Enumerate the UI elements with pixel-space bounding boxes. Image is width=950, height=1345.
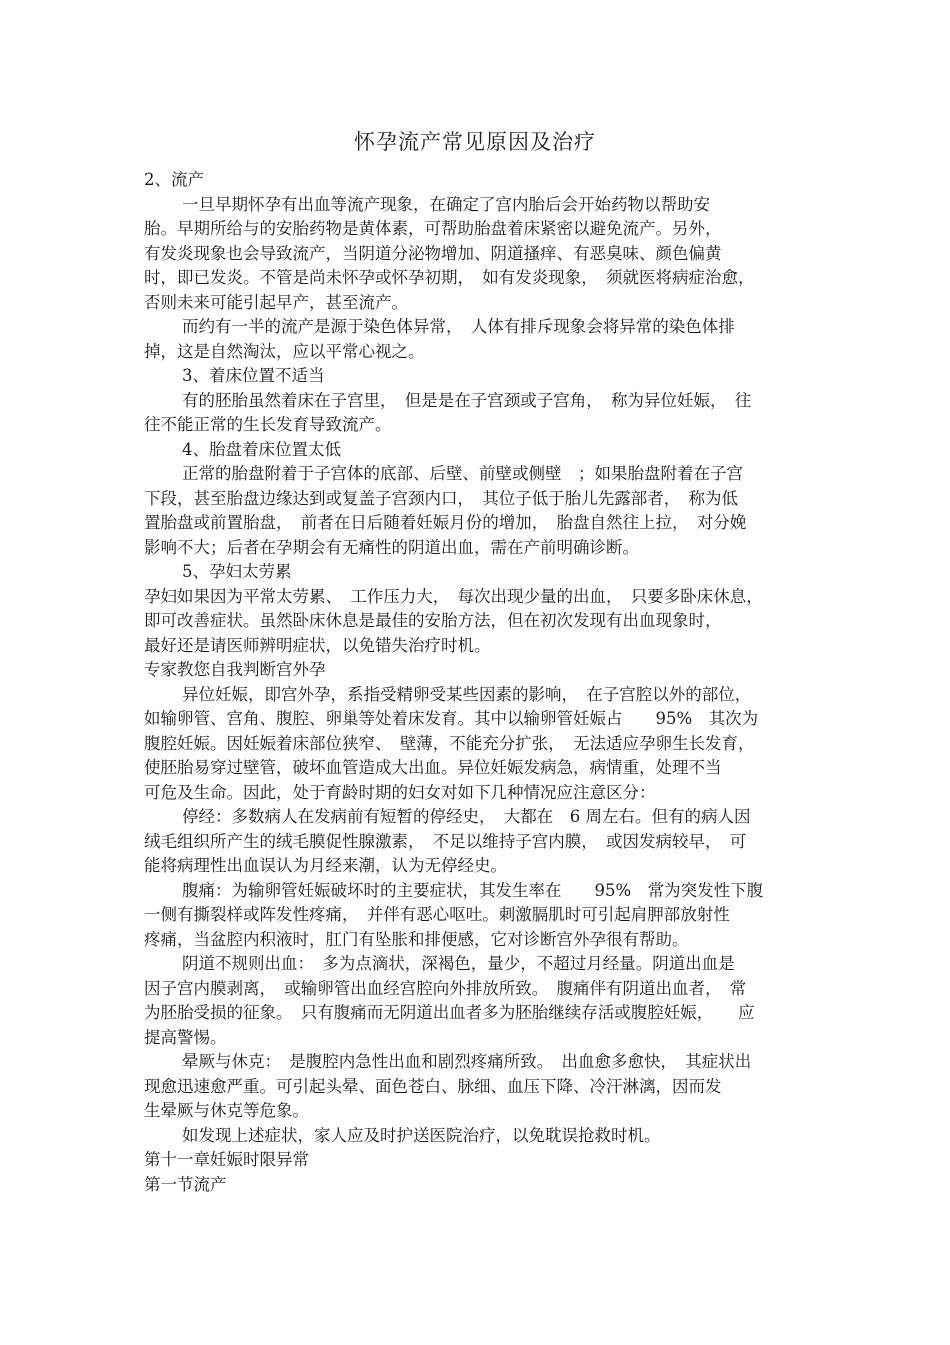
text-line: 提高警惕。 xyxy=(144,1027,227,1047)
text-line: 有发炎现象也会导致流产，当阴道分泌物增加、阴道搔痒、有恶臭味、颜色偏黄 xyxy=(144,243,722,263)
text-line: 一侧有撕裂样或阵发性疼痛， 并伴有恶心呕吐。刺激膈肌时可引起肩胛部放射性 xyxy=(144,905,730,924)
text-line: 腹腔妊娠。因妊娠着床部位狭窄、 壁薄，不能充分扩张， 无法适应孕卵生长发育， xyxy=(144,733,755,753)
document-body xyxy=(144,168,809,1197)
text-line: 晕厥与休克： 是腹腔内急性出血和剧烈疼痛所致。 出血愈多愈快， 其症状出 xyxy=(182,1052,752,1071)
text-line: 3、着床位置不适当 xyxy=(182,366,325,385)
text-line: 绒毛组织所产生的绒毛膜促性腺激素， 不足以维持子宫内膜， 或因发病较早， 可 xyxy=(144,831,747,851)
text-line: 影响不大；后者在孕期会有无痛性的阴道出血，需在产前明确诊断。 xyxy=(144,537,639,557)
document-title: 怀孕流产常见原因及治疗 xyxy=(354,130,596,154)
text-line: 可危及生命。因此，处于育龄时期的妇女对如下几种情况应注意区分： xyxy=(144,782,656,802)
text-line: 有的胚胎虽然着床在子宫里， 但是是在子宫颈或子宫角， 称为异位妊娠， 往 xyxy=(182,390,752,410)
text-line: 正常的胎盘附着于子宫体的底部、后壁、前壁或侧壁 ；如果胎盘附着在子宫 xyxy=(182,464,743,483)
text-line: 置胎盘或前置胎盘， 前者在日后随着妊娠月份的增加， 胎盘自然往上拉， 对分娩 xyxy=(144,513,747,532)
text-line: 第十一章妊娠时限异常 xyxy=(144,1150,309,1169)
text-line: 掉，这是自然淘汰，应以平常心视之。 xyxy=(144,341,425,361)
text-line: 5、孕妇太劳累 xyxy=(182,562,292,581)
text-line: 如发现上述症状，家人应及时护送医院治疗，以免耽误抢救时机。 xyxy=(182,1125,661,1145)
text-line: 时，即已发炎。不管是尚未怀孕或怀孕初期， 如有发炎现象， 须就医将病症治愈， xyxy=(144,268,755,287)
text-line: 停经：多数病人在发病前有短暂的停经史， 大都在 6 周左右。但有的病人因 xyxy=(182,807,751,826)
text-line: 疼痛，当盆腔内积液时，肛门有坠胀和排便感，它对诊断宫外孕很有帮助。 xyxy=(144,929,689,949)
text-line: 一旦早期怀孕有出血等流产现象，在确定了宫内胎后会开始药物以帮助安 xyxy=(182,194,710,214)
text-line: 使胚胎易穿过壁管，破坏血管造成大出血。异位妊娠发病急，病情重，处理不当 xyxy=(144,758,722,777)
text-line: 因子宫内膜剥离， 或输卵管出血经宫腔向外排放所致。 腹痛伴有阴道出血者， 常 xyxy=(144,978,747,998)
text-line: 而约有一半的流产是源于染色体异常， 人体有排斥现象会将异常的染色体排 xyxy=(182,317,735,336)
text-line: 腹痛：为输卵管妊娠破坏时的主要症状，其发生率在 95% 常为突发性下腹 xyxy=(182,880,764,900)
text-line: 能将病理性出血误认为月经来潮，认为无停经史。 xyxy=(144,856,507,875)
text-line: 即可改善症状。虽然卧床休息是最佳的安胎方法，但在初次发现有出血现象时， xyxy=(144,611,722,630)
text-line: 第一节流产 xyxy=(144,1174,227,1194)
text-line: 为胚胎受损的征象。 只有腹痛而无阴道出血者多为胚胎继续存活或腹腔妊娠， 应 xyxy=(144,1003,755,1022)
text-line: 孕妇如果因为平常太劳累、 工作压力大， 每次出现少量的出血， 只要多卧床休息， xyxy=(144,586,763,606)
text-line: 最好还是请医师辨明症状，以免错失治疗时机。 xyxy=(144,635,491,655)
text-line: 异位妊娠，即宫外孕，系指受精卵受某些因素的影响， 在子宫腔以外的部位， xyxy=(182,684,752,704)
text-line: 往不能正常的生长发育导致流产。 xyxy=(144,415,392,434)
text-line: 胎。早期所给与的安胎药物是黄体素，可帮助胎盘着床紧密以避免流产。另外， xyxy=(144,219,722,238)
text-line: 现愈迅速愈严重。可引起头晕、面色苍白、脉细、血压下降、冷汗淋漓，因而发 xyxy=(144,1076,722,1096)
text-line: 阴道不规则出血： 多为点滴状，深褐色，量少，不超过月经量。阴道出血是 xyxy=(182,954,735,973)
text-line: 如输卵管、宫角、腹腔、卵巢等处着床发育。其中以输卵管妊娠占 95% 其次为 xyxy=(144,709,759,728)
text-line: 专家教您自我判断宫外孕 xyxy=(144,660,326,679)
text-line: 下段，甚至胎盘边缘达到或复盖子宫颈内口， 其位子低于胎儿先露部者， 称为低 xyxy=(144,488,738,508)
text-line: 生晕厥与休克等危象。 xyxy=(144,1101,309,1120)
text-line: 否则未来可能引起早产，甚至流产。 xyxy=(144,292,408,312)
text-line: 4、胎盘着床位置太低 xyxy=(182,439,341,459)
text-line: 2、流产 xyxy=(144,170,204,189)
